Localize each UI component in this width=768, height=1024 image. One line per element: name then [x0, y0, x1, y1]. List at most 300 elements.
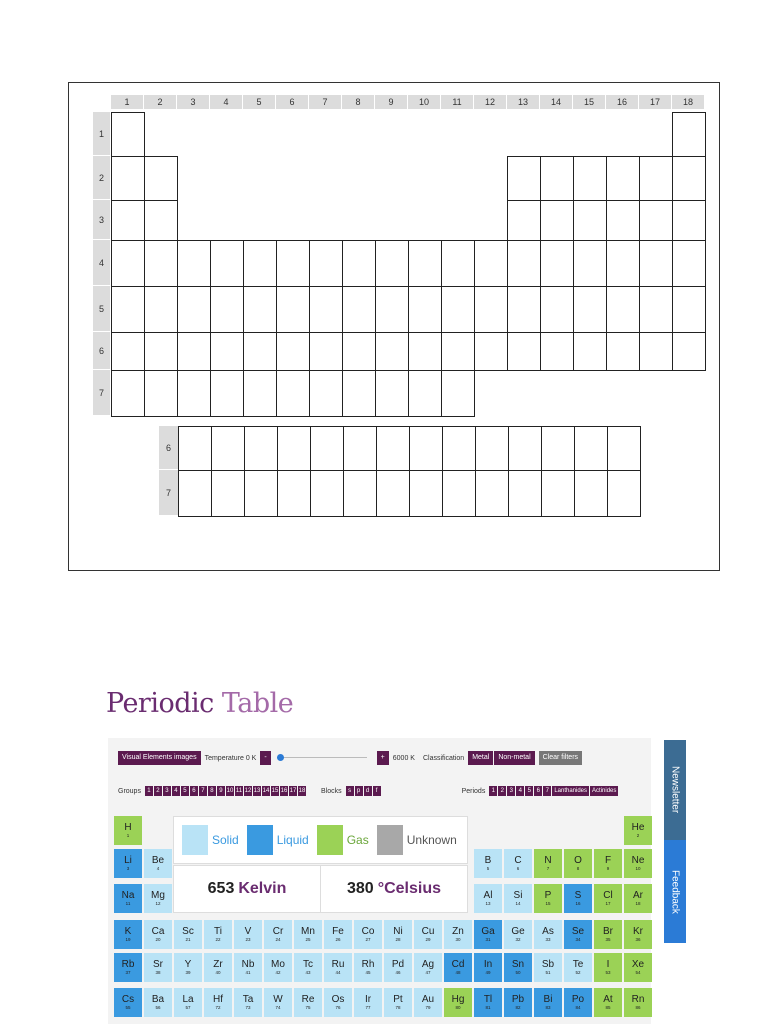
liquid-swatch: [247, 825, 273, 855]
element-br[interactable]: [594, 920, 622, 949]
element-xe[interactable]: [624, 953, 652, 982]
state-legend: [173, 816, 468, 864]
element-i[interactable]: [594, 953, 622, 982]
element-s[interactable]: [564, 884, 592, 913]
element-symbol: Ta: [242, 994, 254, 1005]
element-o[interactable]: [564, 849, 592, 878]
celsius-unit: °Celsius: [377, 880, 441, 897]
element-ir[interactable]: [354, 988, 382, 1017]
blank-cell: [111, 156, 145, 201]
group-button-18[interactable]: 18: [298, 788, 306, 794]
element-symbol: Mg: [151, 890, 165, 901]
group-header: 15: [573, 95, 605, 109]
element-tl[interactable]: [474, 988, 502, 1017]
period-header: 1: [93, 112, 110, 155]
blank-cell: [606, 200, 640, 241]
element-pb[interactable]: [504, 988, 532, 1017]
element-symbol: La: [182, 994, 194, 1005]
blank-cell: [573, 332, 607, 371]
element-symbol: Sc: [182, 926, 194, 937]
element-ag[interactable]: [414, 953, 442, 982]
element-symbol: S: [574, 890, 582, 901]
element-number: 2: [636, 833, 640, 838]
element-fe[interactable]: [324, 920, 352, 949]
blank-cell: [276, 332, 310, 371]
period-button-1[interactable]: 1: [489, 786, 497, 796]
blank-cell: [507, 156, 541, 201]
blank-cell: [541, 470, 575, 517]
element-h[interactable]: [114, 816, 142, 845]
celsius-readout: [320, 866, 467, 912]
element-al[interactable]: [474, 884, 502, 913]
visual-elements-button[interactable]: Visual Elements images: [118, 751, 201, 765]
element-sr[interactable]: [144, 953, 172, 982]
element-tc[interactable]: [294, 953, 322, 982]
group-button-3[interactable]: 3: [163, 786, 171, 796]
blank-cell: [672, 112, 706, 157]
element-number: 36: [635, 937, 641, 942]
element-number: 16: [575, 901, 581, 906]
blank-cell: [243, 370, 277, 417]
group-button-1[interactable]: 1: [145, 786, 153, 796]
blank-cell: [376, 426, 410, 471]
element-number: 11: [125, 901, 131, 906]
block-buttons: [346, 786, 382, 796]
element-cd[interactable]: [444, 953, 472, 982]
element-number: 33: [545, 937, 551, 942]
blank-cell: [639, 286, 673, 333]
element-symbol: Sr: [153, 959, 163, 970]
block-button-p[interactable]: p: [355, 786, 363, 796]
element-symbol: Po: [571, 994, 585, 1005]
unknown-swatch: [377, 825, 403, 855]
kelvin-value: 653: [207, 880, 235, 897]
element-cl[interactable]: [594, 884, 622, 913]
element-sn[interactable]: [504, 953, 532, 982]
group-button-13[interactable]: 13: [253, 788, 261, 794]
element-ga[interactable]: [474, 920, 502, 949]
element-cs[interactable]: [114, 988, 142, 1017]
element-zn[interactable]: [444, 920, 472, 949]
element-number: 13: [485, 901, 491, 906]
group-button-12[interactable]: 12: [244, 788, 252, 794]
blank-cell: [243, 286, 277, 333]
element-ca[interactable]: [144, 920, 172, 949]
element-number: 51: [545, 970, 551, 975]
groups-toolbar: [108, 781, 651, 801]
blank-cell: [177, 370, 211, 417]
lower-period-header: 7: [159, 470, 178, 515]
temperature-label: Temperature 0 K: [204, 754, 257, 762]
title-periodic: Periodic: [106, 688, 214, 719]
actinides-button[interactable]: Actinides: [592, 788, 617, 794]
blocks-label: Blocks: [320, 787, 342, 795]
element-number: 75: [305, 1005, 311, 1010]
period-button-7[interactable]: 7: [543, 786, 551, 796]
group-button-5[interactable]: 5: [181, 786, 189, 796]
element-symbol: As: [542, 926, 554, 937]
element-number: 31: [485, 937, 491, 942]
periodic-table-panel: [108, 738, 651, 1024]
blank-cell: [574, 426, 608, 471]
element-symbol: Sb: [541, 959, 555, 970]
blank-cell: [540, 156, 574, 201]
element-symbol: Kr: [633, 926, 643, 937]
element-as[interactable]: [534, 920, 562, 949]
group-button-8[interactable]: 8: [208, 786, 216, 796]
newsletter-tab[interactable]: Newsletter: [669, 766, 681, 814]
group-header: 16: [606, 95, 638, 109]
element-mn[interactable]: [294, 920, 322, 949]
element-number: 21: [185, 937, 191, 942]
element-number: 56: [155, 1005, 161, 1010]
group-header: 17: [639, 95, 671, 109]
kelvin-readout: [174, 866, 320, 912]
element-symbol: B: [484, 855, 492, 866]
element-symbol: F: [604, 855, 612, 866]
element-rn[interactable]: [624, 988, 652, 1017]
element-number: 3: [126, 866, 130, 871]
element-sb[interactable]: [534, 953, 562, 982]
blank-cell: [573, 286, 607, 333]
element-number: 40: [215, 970, 221, 975]
element-ru[interactable]: [324, 953, 352, 982]
blank-cell: [375, 370, 409, 417]
element-symbol: Tl: [483, 994, 493, 1005]
element-number: 74: [275, 1005, 281, 1010]
element-symbol: Te: [572, 959, 584, 970]
element-symbol: C: [514, 855, 522, 866]
group-button-14[interactable]: 14: [262, 788, 270, 794]
element-number: 23: [245, 937, 251, 942]
group-button-17[interactable]: 17: [289, 788, 297, 794]
group-button-16[interactable]: 16: [280, 788, 288, 794]
temperature-max-label: 6000 K: [392, 754, 415, 762]
block-button-d[interactable]: d: [364, 786, 372, 796]
gas-label: Gas: [346, 833, 369, 847]
element-at[interactable]: [594, 988, 622, 1017]
kelvin-unit: Kelvin: [238, 880, 287, 897]
element-v[interactable]: [234, 920, 262, 949]
element-hf[interactable]: [204, 988, 232, 1017]
element-bi[interactable]: [534, 988, 562, 1017]
group-button-15[interactable]: 15: [271, 788, 279, 794]
element-symbol: Be: [151, 855, 165, 866]
element-number: 39: [185, 970, 191, 975]
blank-cell: [639, 156, 673, 201]
blank-cell: [375, 332, 409, 371]
element-pt[interactable]: [384, 988, 412, 1017]
element-na[interactable]: [114, 884, 142, 913]
slider-knob[interactable]: [277, 754, 284, 761]
element-symbol: He: [631, 822, 645, 833]
period-button-2[interactable]: 2: [498, 786, 506, 796]
element-number: 53: [605, 970, 611, 975]
blank-cell: [474, 240, 508, 287]
element-number: 29: [425, 937, 431, 942]
element-au[interactable]: [414, 988, 442, 1017]
element-symbol: Pb: [511, 994, 525, 1005]
element-re[interactable]: [294, 988, 322, 1017]
element-number: 83: [545, 1005, 551, 1010]
element-symbol: Hg: [451, 994, 465, 1005]
element-symbol: Br: [603, 926, 613, 937]
blank-cell: [376, 470, 410, 517]
blank-cell: [111, 200, 145, 241]
legend-solid: [182, 825, 239, 855]
slider-track: [277, 757, 367, 758]
group-header: 3: [177, 95, 209, 109]
blank-cell: [507, 240, 541, 287]
blank-cell: [607, 470, 641, 517]
element-number: 86: [635, 1005, 641, 1010]
blank-cell: [540, 332, 574, 371]
element-symbol: O: [574, 855, 582, 866]
period-button-3[interactable]: 3: [507, 786, 515, 796]
blank-cell: [672, 332, 706, 371]
element-se[interactable]: [564, 920, 592, 949]
blank-cell: [309, 286, 343, 333]
element-ti[interactable]: [204, 920, 232, 949]
periods-label: Periods: [461, 787, 486, 795]
element-c[interactable]: [504, 849, 532, 878]
element-symbol: Co: [361, 926, 375, 937]
blank-cell: [111, 370, 145, 417]
element-n[interactable]: [534, 849, 562, 878]
element-number: 38: [155, 970, 161, 975]
element-symbol: Sn: [511, 959, 525, 970]
unknown-label: Unknown: [406, 833, 457, 847]
metal-button[interactable]: Metal: [468, 751, 493, 765]
element-number: 10: [635, 866, 641, 871]
blank-cell: [177, 240, 211, 287]
blank-cell: [177, 286, 211, 333]
element-symbol: Si: [513, 890, 523, 901]
group-header: 9: [375, 95, 407, 109]
element-kr[interactable]: [624, 920, 652, 949]
element-cu[interactable]: [414, 920, 442, 949]
element-symbol: Cd: [451, 959, 465, 970]
element-ar[interactable]: [624, 884, 652, 913]
element-symbol: Li: [124, 855, 132, 866]
temperature-slider[interactable]: [277, 753, 367, 763]
blank-cell: [310, 426, 344, 471]
element-symbol: Ru: [331, 959, 345, 970]
lanthanides-button[interactable]: Lanthanides: [554, 788, 588, 794]
element-symbol: N: [544, 855, 552, 866]
blank-cell: [342, 286, 376, 333]
element-cr[interactable]: [264, 920, 292, 949]
element-p[interactable]: [534, 884, 562, 913]
element-symbol: Fe: [332, 926, 344, 937]
group-button-10[interactable]: 10: [226, 788, 234, 794]
legend-unknown: [377, 825, 457, 855]
element-number: 79: [425, 1005, 431, 1010]
blank-cell: [210, 240, 244, 287]
blank-cell: [408, 286, 442, 333]
element-po[interactable]: [564, 988, 592, 1017]
period-button-5[interactable]: 5: [525, 786, 533, 796]
element-number: 47: [425, 970, 431, 975]
group-button-2[interactable]: 2: [154, 786, 162, 796]
group-header: 8: [342, 95, 374, 109]
element-ge[interactable]: [504, 920, 532, 949]
blank-cell: [309, 332, 343, 371]
element-number: 1: [126, 833, 130, 838]
element-ta[interactable]: [234, 988, 262, 1017]
element-symbol: Au: [421, 994, 435, 1005]
element-symbol: Pt: [393, 994, 403, 1005]
element-symbol: Ni: [393, 926, 403, 937]
element-number: 57: [185, 1005, 191, 1010]
blank-cell: [178, 426, 212, 471]
element-co[interactable]: [354, 920, 382, 949]
element-sc[interactable]: [174, 920, 202, 949]
legend-liquid: [247, 825, 309, 855]
temperature-plus-button[interactable]: +: [377, 751, 389, 765]
element-symbol: Ir: [364, 994, 372, 1005]
period-header: 2: [93, 156, 110, 199]
blank-cell: [309, 240, 343, 287]
blank-cell: [507, 286, 541, 333]
element-number: 32: [515, 937, 521, 942]
blank-cell: [541, 426, 575, 471]
period-header: 7: [93, 370, 110, 415]
clear-filters-button[interactable]: Clear filters: [539, 751, 582, 765]
element-number: 54: [635, 970, 641, 975]
blank-cell: [441, 370, 475, 417]
blank-cell: [210, 370, 244, 417]
element-number: 46: [395, 970, 401, 975]
block-button-f[interactable]: f: [373, 786, 381, 796]
blank-cell: [672, 156, 706, 201]
nonmetal-button[interactable]: Non-metal: [494, 751, 534, 765]
element-he[interactable]: [624, 816, 652, 845]
element-w[interactable]: [264, 988, 292, 1017]
feedback-tab[interactable]: Feedback: [669, 869, 681, 914]
element-ni[interactable]: [384, 920, 412, 949]
element-be[interactable]: [144, 849, 172, 878]
blank-cell: [342, 240, 376, 287]
blank-cell: [144, 370, 178, 417]
element-mg[interactable]: [144, 884, 172, 913]
element-te[interactable]: [564, 953, 592, 982]
blank-cell: [475, 470, 509, 517]
solid-label: Solid: [212, 833, 239, 847]
element-number: 82: [515, 1005, 521, 1010]
element-number: 50: [515, 970, 521, 975]
element-nb[interactable]: [234, 953, 262, 982]
blank-cell: [408, 332, 442, 371]
element-symbol: Hf: [213, 994, 223, 1005]
group-button-4[interactable]: 4: [172, 786, 180, 796]
element-hg[interactable]: [444, 988, 472, 1017]
blank-cell: [342, 370, 376, 417]
block-button-s[interactable]: s: [346, 786, 354, 796]
blank-cell: [672, 240, 706, 287]
element-number: 28: [395, 937, 401, 942]
element-pd[interactable]: [384, 953, 412, 982]
blank-cell: [210, 286, 244, 333]
element-number: 45: [365, 970, 371, 975]
element-zr[interactable]: [204, 953, 232, 982]
element-f[interactable]: [594, 849, 622, 878]
element-li[interactable]: [114, 849, 142, 878]
blank-cell: [606, 240, 640, 287]
element-mo[interactable]: [264, 953, 292, 982]
element-number: 34: [575, 937, 581, 942]
element-number: 49: [485, 970, 491, 975]
group-button-11[interactable]: 11: [235, 788, 243, 794]
group-header: 13: [507, 95, 539, 109]
element-k[interactable]: [114, 920, 142, 949]
blank-cell: [441, 286, 475, 333]
element-ba[interactable]: [144, 988, 172, 1017]
blank-cell: [672, 286, 706, 333]
element-ne[interactable]: [624, 849, 652, 878]
gas-swatch: [317, 825, 343, 855]
element-number: 8: [576, 866, 580, 871]
element-symbol: K: [124, 926, 132, 937]
element-b[interactable]: [474, 849, 502, 878]
element-number: 6: [516, 866, 520, 871]
blank-cell: [441, 240, 475, 287]
element-symbol: Ne: [631, 855, 645, 866]
group-button-6[interactable]: 6: [190, 786, 198, 796]
blank-cell: [111, 286, 145, 333]
blank-cell: [408, 240, 442, 287]
blank-cell: [409, 470, 443, 517]
element-si[interactable]: [504, 884, 532, 913]
title-table: Table: [221, 688, 294, 719]
element-rb[interactable]: [114, 953, 142, 982]
element-number: 41: [245, 970, 251, 975]
element-symbol: V: [244, 926, 252, 937]
period-button-6[interactable]: 6: [534, 786, 542, 796]
blank-cell: [606, 156, 640, 201]
element-in[interactable]: [474, 953, 502, 982]
group-header: 1: [111, 95, 143, 109]
element-number: 84: [575, 1005, 581, 1010]
blank-cell: [508, 470, 542, 517]
element-number: 81: [485, 1005, 491, 1010]
blank-cell: [276, 370, 310, 417]
element-os[interactable]: [324, 988, 352, 1017]
element-number: 5: [486, 866, 490, 871]
group-button-7[interactable]: 7: [199, 786, 207, 796]
element-y[interactable]: [174, 953, 202, 982]
blank-cell: [276, 240, 310, 287]
blank-cell: [409, 426, 443, 471]
temperature-minus-button[interactable]: -: [260, 751, 270, 765]
element-symbol: W: [273, 994, 283, 1005]
blank-cell: [475, 426, 509, 471]
element-symbol: Zr: [213, 959, 223, 970]
blank-cell: [277, 426, 311, 471]
element-la[interactable]: [174, 988, 202, 1017]
blank-cell: [244, 426, 278, 471]
blank-cell: [573, 156, 607, 201]
element-symbol: Cl: [603, 890, 613, 901]
page-title: [106, 688, 293, 719]
group-header: 10: [408, 95, 440, 109]
group-button-9[interactable]: 9: [217, 786, 225, 796]
blank-cell: [507, 200, 541, 241]
blank-cell: [442, 470, 476, 517]
element-rh[interactable]: [354, 953, 382, 982]
liquid-label: Liquid: [276, 833, 309, 847]
period-button-4[interactable]: 4: [516, 786, 524, 796]
